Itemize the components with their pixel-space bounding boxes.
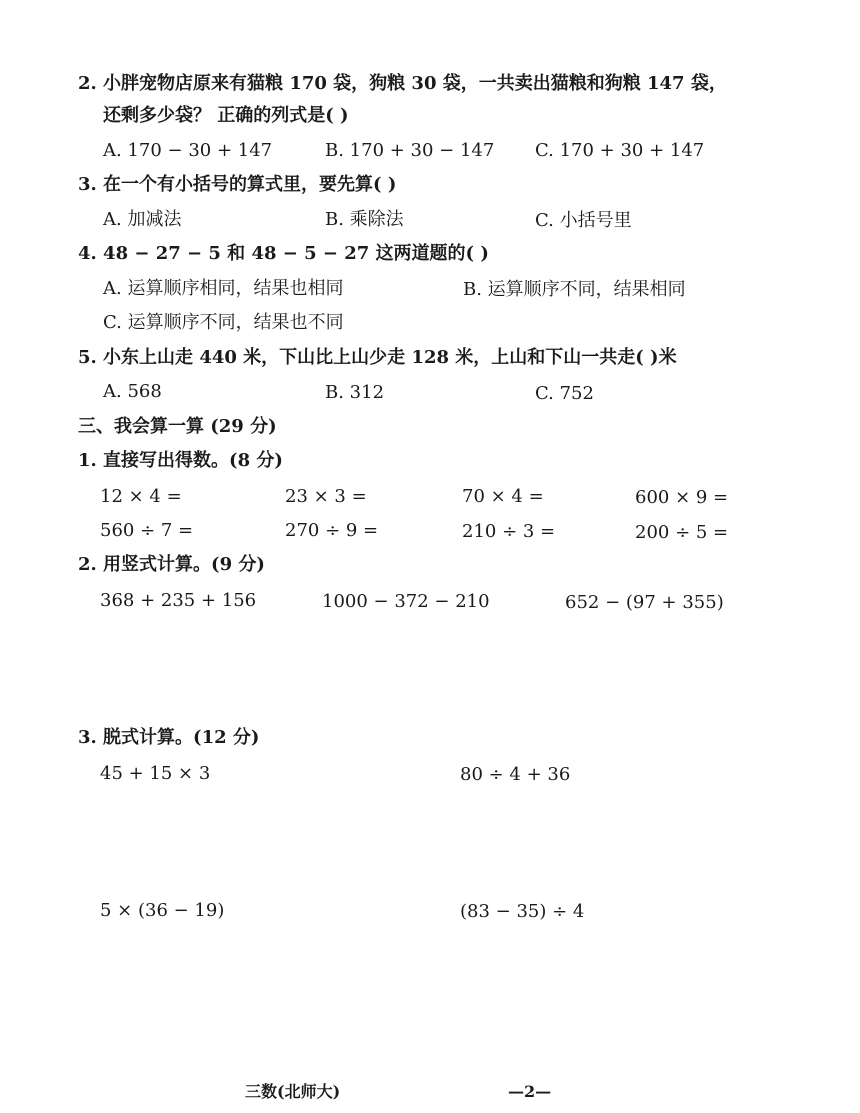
oral-calc-item: 560 ÷ 7 = — [100, 520, 194, 541]
footer-subject: 三数(北师大) — [245, 1082, 341, 1101]
q3-option-b: B. 乘除法 — [325, 209, 404, 230]
part3-title: 3. 脱式计算。(12 分) — [78, 727, 260, 748]
vertical-calc-item: 368 + 235 + 156 — [100, 590, 257, 611]
q4-option-a: A. 运算顺序相同，结果也相同 — [103, 278, 344, 299]
q3-stem: 3. 在一个有小括号的算式里，要先算( ) — [78, 174, 397, 195]
q4-option-b: B. 运算顺序不同，结果相同 — [463, 279, 686, 300]
part2-title: 2. 用竖式计算。(9 分) — [78, 554, 265, 575]
stepwise-calc-item: 45 + 15 × 3 — [100, 763, 211, 784]
stepwise-calc-item: 80 ÷ 4 + 36 — [460, 764, 571, 785]
q4-stem: 4. 48 − 27 − 5 和 48 − 5 − 27 这两道题的( ) — [78, 243, 489, 264]
oral-calc-item: 270 ÷ 9 = — [285, 520, 379, 541]
q4-option-c: C. 运算顺序不同，结果也不同 — [103, 312, 344, 333]
q2-stem-line2: 还剩多少袋？ 正确的列式是( ) — [103, 105, 349, 126]
q2-option-b: B. 170 + 30 − 147 — [325, 140, 495, 161]
q5-option-c: C. 752 — [535, 383, 594, 404]
q3-option-c: C. 小括号里 — [535, 210, 632, 231]
section3-title: 三、我会算一算 (29 分) — [78, 416, 277, 437]
q5-option-b: B. 312 — [325, 382, 385, 403]
vertical-calc-item: 652 − (97 + 355) — [565, 592, 724, 613]
oral-calc-item: 200 ÷ 5 = — [635, 522, 729, 543]
oral-calc-item: 23 × 3 = — [285, 486, 367, 507]
q2-option-a: A. 170 − 30 + 147 — [103, 140, 273, 161]
stepwise-calc-item: 5 × (36 − 19) — [100, 900, 225, 921]
footer-page-number: —2— — [508, 1082, 552, 1101]
q3-option-a: A. 加减法 — [103, 209, 182, 230]
oral-calc-item: 600 × 9 = — [635, 487, 729, 508]
q2-stem-line1: 2. 小胖宠物店原来有猫粮 170 袋，狗粮 30 袋，一共卖出猫粮和狗粮 147 袋， — [78, 73, 727, 94]
oral-calc-item: 12 × 4 = — [100, 486, 182, 507]
oral-calc-item: 210 ÷ 3 = — [462, 521, 556, 542]
oral-calc-item: 70 × 4 = — [462, 486, 544, 507]
stepwise-calc-item: (83 − 35) ÷ 4 — [460, 901, 585, 922]
q5-option-a: A. 568 — [103, 381, 162, 402]
q2-option-c: C. 170 + 30 + 147 — [535, 140, 705, 161]
part1-title: 1. 直接写出得数。(8 分) — [78, 450, 283, 471]
q5-stem: 5. 小东上山走 440 米，下山比上山少走 128 米，上山和下山一共走( )米 — [78, 347, 677, 368]
vertical-calc-item: 1000 − 372 − 210 — [322, 591, 490, 612]
